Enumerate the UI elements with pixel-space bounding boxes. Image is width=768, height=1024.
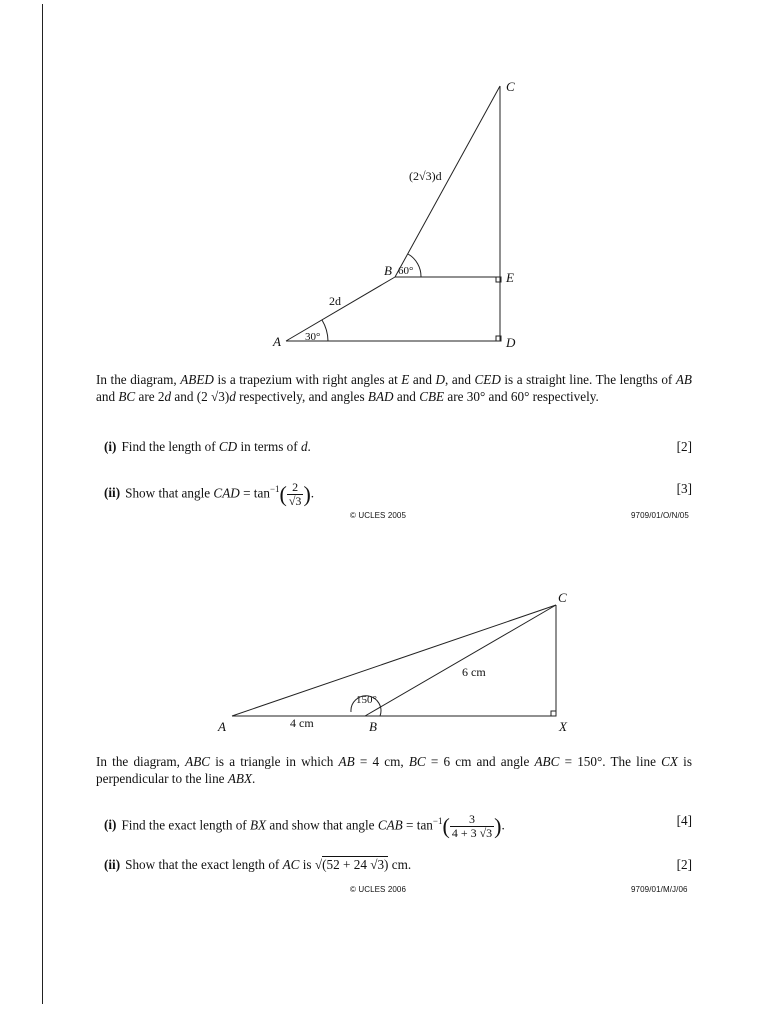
q2-root-sign: √ bbox=[314, 857, 323, 872]
q1-part-i-marks: [2] bbox=[676, 439, 692, 454]
q1-part-ii-number: (ii) bbox=[104, 485, 121, 501]
q1-label-d: D bbox=[506, 335, 516, 350]
q1-angle-60-label: 60° bbox=[398, 265, 414, 277]
q1-part-i: (i) Find the length of CD in terms of d. [2] bbox=[104, 436, 692, 458]
q2-label-b: B bbox=[369, 719, 377, 734]
q2-label-a: A bbox=[218, 719, 226, 734]
q1-length-ab-label: 2d bbox=[329, 294, 341, 308]
q1-length-bc-label: (2√3)d bbox=[409, 169, 442, 183]
q1-label-b: B bbox=[384, 263, 392, 278]
q2-part-i-marks: [4] bbox=[676, 813, 692, 828]
q1-part-ii: (ii) Show that angle CAD = $\tan^{-1}$( $\frac{2}{√3}$ ). [3] bbox=[104, 479, 692, 508]
q1-part-i-number: (i) bbox=[104, 439, 117, 454]
q2-fraction: $\frac{3}{4 + 3 √3}$ bbox=[451, 811, 493, 840]
q2-part-i: (i) Find the exact length of BX and show that angle CAB = $\tan^{-1}$( $\frac{3}{4 + 3 √3}$ ). [4] bbox=[104, 811, 692, 840]
q2-length-ab-label: 4 cm bbox=[290, 716, 314, 730]
q1-part-ii-marks: [3] bbox=[676, 481, 692, 496]
q1-label-e: E bbox=[506, 270, 514, 285]
q1-fraction: $\frac{2}{√3}$ bbox=[288, 479, 302, 508]
q2-paper-code: 9709/01/M/J/06 bbox=[631, 885, 688, 894]
q1-label-c: C bbox=[506, 79, 515, 94]
q1-paper-code: 9709/01/O/N/05 bbox=[631, 511, 689, 520]
q2-radicand: (52 + 24 √3) bbox=[322, 857, 389, 872]
q2-part-ii-number: (ii) bbox=[104, 857, 121, 872]
q2-label-c: C bbox=[558, 590, 567, 605]
q2-copyright: © UCLES 2006 bbox=[350, 885, 407, 894]
q2-label-x: X bbox=[559, 719, 567, 734]
q2-angle-150-label: 150° bbox=[356, 694, 377, 706]
q1-label-a: A bbox=[273, 334, 281, 349]
q2-right-angle-x bbox=[551, 711, 556, 716]
q2-part-ii-marks: [2] bbox=[676, 857, 692, 872]
q2-part-i-number: (i) bbox=[104, 817, 117, 833]
q2-part-ii: (ii) Show that the exact length of AC is √(52 + 24 √3) cm. [2] bbox=[104, 854, 692, 876]
q2-length-bc-label: 6 cm bbox=[462, 665, 486, 679]
q2-intro-paragraph: In the diagram, ABC is a triangle in which AB = 4 cm, BC = 6 cm and angle ABC = 150°. The line CX is perpendicular to the line ABX. bbox=[96, 754, 692, 786]
q1-copyright: © UCLES 2005 bbox=[350, 511, 407, 520]
q1-intro-paragraph: In the diagram, ABED is a trapezium with right angles at E and D, and CED is a straight line. The lengths of AB and BC are 2d and (2 √3)d respectively, and angles BAD and CBE are 30° and 60° respectively. bbox=[96, 372, 692, 404]
q1-angle-30-label: 30° bbox=[305, 331, 321, 343]
